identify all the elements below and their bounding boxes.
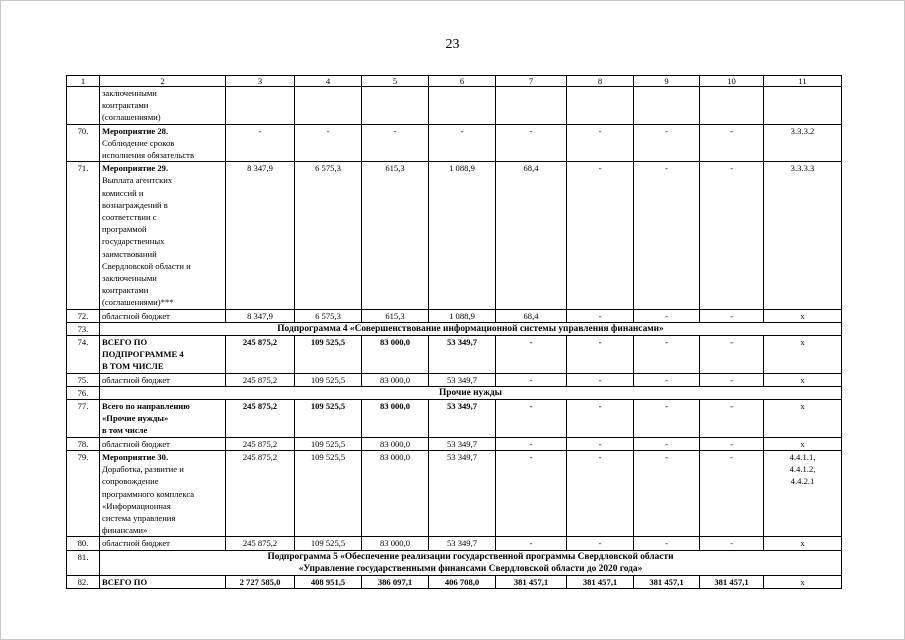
amount-cell: 53 349,7: [429, 400, 496, 438]
amount-cell: 109 525,5: [295, 373, 362, 386]
amount-cell: -: [362, 124, 429, 162]
measure-name-line: областной бюджет: [102, 310, 170, 321]
table-row: [67, 575, 842, 588]
measure-name-line: соответствии с: [102, 212, 157, 223]
amount-cell: 6 575,3: [295, 309, 362, 322]
row-number: 72.: [67, 309, 100, 322]
measure-name-line: финансами»: [102, 525, 148, 536]
section-title-line: «Управление государственными финансами Свердловской области до 2020 года»: [298, 563, 643, 574]
amount-cell: -: [634, 537, 700, 550]
measure-name-line: система управления: [102, 512, 176, 523]
measure-name-line: Всего по направлению: [102, 401, 190, 412]
measure-name-line: «Информационная: [102, 500, 171, 511]
amount-cell: 53 349,7: [429, 537, 496, 550]
amount-cell: 83 000,0: [362, 537, 429, 550]
measure-name-line: «Прочие нужды»: [102, 413, 169, 424]
amount-cell: 2 727 585,0: [226, 575, 295, 588]
amount-cell: -: [567, 373, 634, 386]
amount-cell: -: [567, 450, 634, 536]
measure-name-line: вознаграждений в: [102, 199, 168, 210]
measure-name-line: Выплата агентских: [102, 175, 173, 186]
amount-cell: -: [226, 124, 295, 162]
amount-cell: 109 525,5: [295, 336, 362, 374]
measure-name: [100, 336, 226, 374]
table-row: [67, 162, 842, 309]
column-number-header: 5: [362, 76, 429, 87]
measure-name-line: областной бюджет: [102, 374, 170, 385]
amount-cell: -: [634, 450, 700, 536]
amount-cell: 245 875,2: [226, 537, 295, 550]
table-row: [67, 336, 842, 374]
measure-name-line: заключенными: [102, 273, 157, 284]
column-number-row: [67, 76, 842, 87]
amount-cell: -: [496, 336, 567, 374]
section-title: [100, 550, 842, 575]
measure-name-line: государственных: [102, 236, 165, 247]
table-row: [67, 400, 842, 438]
row-number: 75.: [67, 373, 100, 386]
row-number: 82.: [67, 575, 100, 588]
amount-cell: -: [567, 162, 634, 309]
amount-cell: 408 951,5: [295, 575, 362, 588]
measure-name: [100, 373, 226, 386]
section-title-line: Подпрограмма 4 «Совершенствование информационной системы управления финансами»: [277, 323, 664, 334]
amount-cell: -: [496, 400, 567, 438]
amount-cell: -: [700, 537, 764, 550]
table-row: [67, 437, 842, 450]
section-title: [100, 386, 842, 399]
amount-cell: -: [496, 124, 567, 162]
measure-name-line: В ТОМ ЧИСЛЕ: [102, 361, 164, 372]
measure-name-line: сопровождение: [102, 476, 159, 487]
amount-cell: 53 349,7: [429, 450, 496, 536]
section-row: [67, 322, 842, 335]
section-title-line: Подпрограмма 5 «Обеспечение реализации государственной программы Свердловской области: [267, 551, 674, 562]
amount-cell: [429, 87, 496, 125]
amount-cell: 245 875,2: [226, 373, 295, 386]
measure-name: [100, 437, 226, 450]
measure-name: [100, 537, 226, 550]
section-row: [67, 386, 842, 399]
measure-name-line: программой: [102, 224, 147, 235]
amount-cell: -: [634, 162, 700, 309]
amount-cell: -: [634, 309, 700, 322]
amount-cell: -: [496, 450, 567, 536]
amount-cell: -: [700, 336, 764, 374]
table-body: [67, 87, 842, 589]
measure-name-line: (соглашениями)***: [102, 297, 174, 308]
target-indicator-cell: 3.3.3.3: [764, 162, 842, 309]
table-row: [67, 87, 842, 125]
amount-cell: 53 349,7: [429, 336, 496, 374]
measure-name-line: ПОДПРОГРАММЕ 4: [102, 349, 184, 360]
measure-name-line: ВСЕГО ПО: [102, 576, 148, 587]
amount-cell: 83 000,0: [362, 373, 429, 386]
amount-cell: [295, 87, 362, 125]
target-indicator-cell: х: [764, 575, 842, 588]
amount-cell: 245 875,2: [226, 400, 295, 438]
table-row: [67, 309, 842, 322]
column-number-header: 7: [496, 76, 567, 87]
amount-cell: -: [295, 124, 362, 162]
amount-cell: 381 457,1: [700, 575, 764, 588]
amount-cell: -: [700, 373, 764, 386]
amount-cell: 245 875,2: [226, 336, 295, 374]
measure-name-line: Мероприятие 30.: [102, 451, 169, 462]
amount-cell: [226, 87, 295, 125]
amount-cell: 109 525,5: [295, 400, 362, 438]
measure-name-line: заключенными: [102, 88, 157, 98]
measure-name-line: заимствований: [102, 248, 157, 259]
amount-cell: -: [700, 162, 764, 309]
amount-cell: -: [634, 373, 700, 386]
amount-cell: 406 708,0: [429, 575, 496, 588]
amount-cell: -: [700, 437, 764, 450]
amount-cell: -: [496, 437, 567, 450]
measure-name-line: областной бюджет: [102, 438, 170, 449]
amount-cell: 381 457,1: [634, 575, 700, 588]
target-indicator-cell: х: [764, 373, 842, 386]
amount-cell: -: [496, 373, 567, 386]
row-number: 79.: [67, 450, 100, 536]
column-number-header: 1: [67, 76, 100, 87]
measure-name-line: исполнения обязательств: [102, 150, 194, 161]
row-number: 78.: [67, 437, 100, 450]
column-number-header: 4: [295, 76, 362, 87]
measure-name-line: Свердловской области и: [102, 260, 191, 271]
measure-name: [100, 124, 226, 162]
column-number-header: 11: [764, 76, 842, 87]
target-indicator-cell: х: [764, 336, 842, 374]
measure-name: [100, 162, 226, 309]
column-number-header: 3: [226, 76, 295, 87]
row-number: 74.: [67, 336, 100, 374]
measure-name: [100, 400, 226, 438]
target-indicator-cell: 3.3.3.2: [764, 124, 842, 162]
amount-cell: 615,3: [362, 162, 429, 309]
amount-cell: 1 088,9: [429, 309, 496, 322]
measure-name: [100, 575, 226, 588]
amount-cell: -: [567, 537, 634, 550]
budget-table: [66, 75, 842, 589]
amount-cell: 83 000,0: [362, 450, 429, 536]
amount-cell: [567, 87, 634, 125]
column-number-header: 6: [429, 76, 496, 87]
amount-cell: 6 575,3: [295, 162, 362, 309]
amount-cell: -: [567, 400, 634, 438]
amount-cell: 1 088,9: [429, 162, 496, 309]
measure-name-line: областной бюджет: [102, 538, 170, 549]
amount-cell: 381 457,1: [567, 575, 634, 588]
amount-cell: -: [700, 309, 764, 322]
row-number: 73.: [67, 322, 100, 335]
amount-cell: -: [634, 400, 700, 438]
amount-cell: 68,4: [496, 309, 567, 322]
amount-cell: 109 525,5: [295, 437, 362, 450]
amount-cell: 68,4: [496, 162, 567, 309]
section-title: [100, 322, 842, 335]
amount-cell: 245 875,2: [226, 437, 295, 450]
column-number-header: 2: [100, 76, 226, 87]
amount-cell: [496, 87, 567, 125]
table-row: [67, 450, 842, 536]
column-number-header: 10: [700, 76, 764, 87]
target-indicator-cell: х: [764, 437, 842, 450]
measure-name-line: ВСЕГО ПО: [102, 337, 148, 348]
row-number: 77.: [67, 400, 100, 438]
row-number: 71.: [67, 162, 100, 309]
amount-cell: [700, 87, 764, 125]
amount-cell: -: [634, 124, 700, 162]
table-row: [67, 373, 842, 386]
target-indicator-cell: х: [764, 400, 842, 438]
amount-cell: -: [634, 437, 700, 450]
section-row: [67, 550, 842, 575]
amount-cell: 53 349,7: [429, 373, 496, 386]
amount-cell: 245 875,2: [226, 450, 295, 536]
amount-cell: [634, 87, 700, 125]
measure-name-line: Соблюдение сроков: [102, 137, 175, 148]
column-number-header: 9: [634, 76, 700, 87]
amount-cell: 83 000,0: [362, 437, 429, 450]
amount-cell: 109 525,5: [295, 450, 362, 536]
amount-cell: 8 347,9: [226, 309, 295, 322]
amount-cell: 83 000,0: [362, 336, 429, 374]
measure-name-line: Мероприятие 29.: [102, 163, 169, 174]
amount-cell: -: [567, 309, 634, 322]
page-number: 23: [445, 37, 460, 52]
amount-cell: -: [634, 336, 700, 374]
measure-name-line: комиссий и: [102, 187, 144, 198]
row-number: 81.: [67, 550, 100, 575]
measure-name-line: Доработка, развитие и: [102, 464, 184, 475]
amount-cell: -: [700, 124, 764, 162]
amount-cell: 53 349,7: [429, 437, 496, 450]
measure-name-line: в том числе: [102, 425, 148, 436]
target-indicator-cell: х: [764, 309, 842, 322]
amount-cell: -: [567, 336, 634, 374]
target-indicator-cell: х: [764, 537, 842, 550]
row-number: [67, 87, 100, 125]
measure-name-line: Мероприятие 28.: [102, 125, 169, 136]
amount-cell: -: [496, 537, 567, 550]
amount-cell: -: [700, 400, 764, 438]
row-number: 80.: [67, 537, 100, 550]
target-indicator-cell: [764, 87, 842, 125]
column-number-header: 8: [567, 76, 634, 87]
section-title-line: Прочие нужды: [439, 387, 502, 398]
measure-name: [100, 87, 226, 125]
amount-cell: 109 525,5: [295, 537, 362, 550]
amount-cell: 8 347,9: [226, 162, 295, 309]
measure-name-line: контрактами: [102, 100, 149, 111]
measure-name-line: контрактами: [102, 285, 149, 296]
amount-cell: -: [429, 124, 496, 162]
measure-name: [100, 450, 226, 536]
amount-cell: -: [567, 437, 634, 450]
measure-name-line: программного комплекса: [102, 488, 195, 499]
table-row: [67, 537, 842, 550]
measure-name-line: (соглашениями): [102, 112, 161, 123]
row-number: 70.: [67, 124, 100, 162]
amount-cell: -: [700, 450, 764, 536]
table-row: [67, 124, 842, 162]
row-number: 76.: [67, 386, 100, 399]
amount-cell: 381 457,1: [496, 575, 567, 588]
amount-cell: 83 000,0: [362, 400, 429, 438]
amount-cell: 615,3: [362, 309, 429, 322]
amount-cell: 386 097,1: [362, 575, 429, 588]
amount-cell: [362, 87, 429, 125]
measure-name: [100, 309, 226, 322]
amount-cell: -: [567, 124, 634, 162]
target-indicator-cell: 4.4.1.1, 4.4.1.2, 4.4.2.1: [764, 450, 842, 536]
